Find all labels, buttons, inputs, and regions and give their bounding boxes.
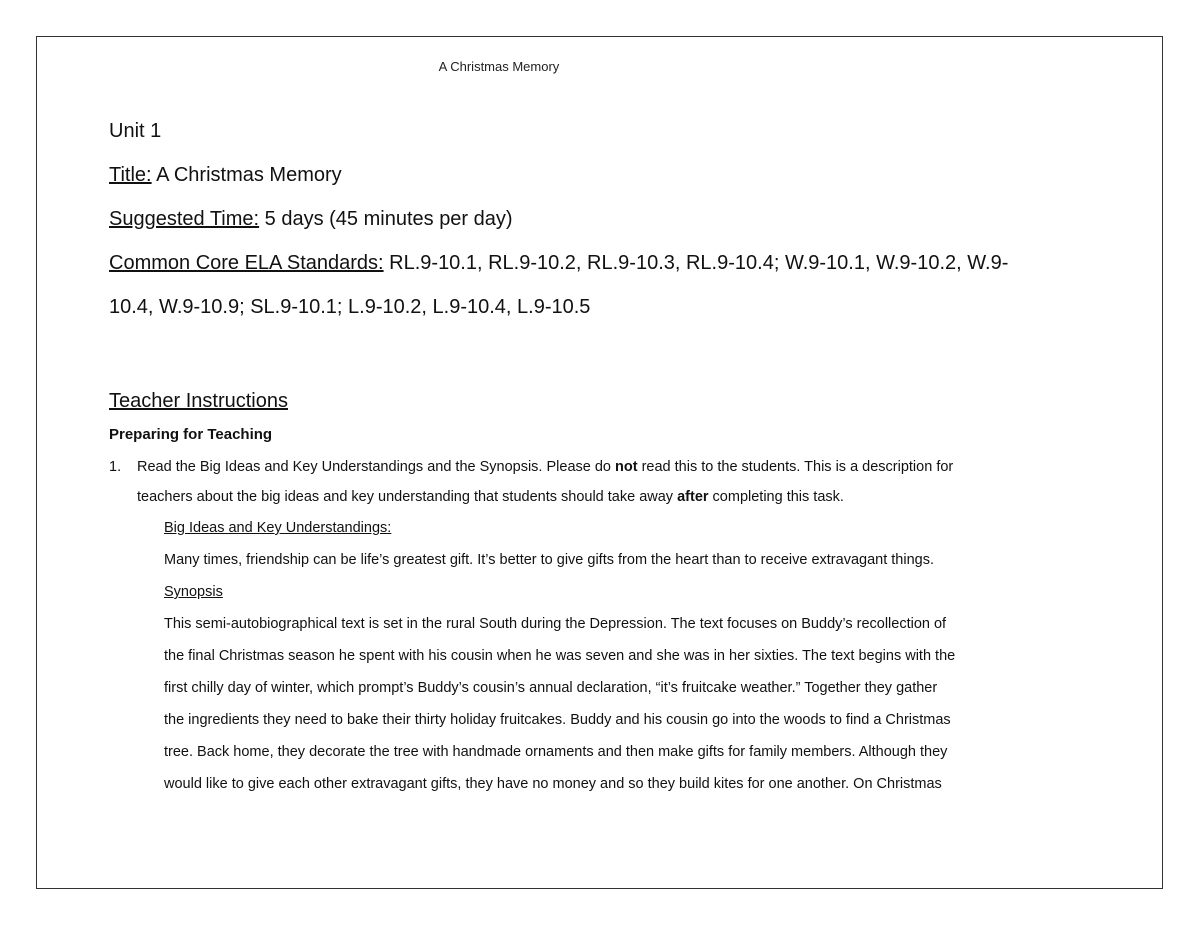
- emphasis-after: after: [677, 489, 709, 505]
- standards-value-1: RL.9-10.1, RL.9-10.2, RL.9-10.3, RL.9-10.4; W.9-10.1, W.9-10.2, W.9-: [389, 252, 1009, 274]
- big-ideas-text: Many times, friendship can be life’s greatest gift. It’s better to give gifts from the heart than to receive extravagant things.: [164, 552, 934, 568]
- text-run: completing this task.: [708, 489, 844, 505]
- synopsis-line: This semi-autobiographical text is set in the rural South during the Depression. The text focuses on Buddy’s recollection of: [164, 616, 947, 632]
- document-page: [36, 36, 1163, 889]
- list-number: 1.: [109, 459, 122, 475]
- standards-label: Common Core ELA Standards:: [109, 252, 384, 274]
- synopsis-label: Synopsis: [164, 584, 223, 600]
- suggested-time-label: Suggested Time:: [109, 208, 260, 230]
- unit-label: Unit 1: [109, 120, 162, 142]
- emphasis-not: not: [615, 459, 638, 475]
- list-item-line-2: [137, 482, 1099, 512]
- text-run: read this to the students. This is a description for: [637, 459, 954, 475]
- preparing-for-teaching-heading: Preparing for Teaching: [109, 426, 273, 443]
- page-content: [109, 109, 1099, 800]
- text-run: Read the Big Ideas and Key Understandings and the Synopsis. Please do: [137, 459, 616, 475]
- standards-line: [109, 241, 1099, 285]
- synopsis-line: the final Christmas season he spent with his cousin when he was seven and she was in her sixties. The text begins with the: [164, 648, 956, 664]
- teacher-instructions-heading: Teacher Instructions: [109, 390, 288, 412]
- big-ideas-label: Big Ideas and Key Understandings:: [164, 520, 392, 536]
- synopsis-line: first chilly day of winter, which prompt’s Buddy’s cousin’s annual declaration, “it’s fruitcake weather.” Together they gather: [164, 680, 938, 696]
- title-label: Title:: [109, 164, 152, 186]
- title-value: A Christmas Memory: [156, 164, 342, 186]
- suggested-time-value: 5 days (45 minutes per day): [264, 208, 513, 230]
- list-item-line-1: [137, 452, 1099, 482]
- standards-value-2: 10.4, W.9-10.9; SL.9-10.1; L.9-10.2, L.9-10.4, L.9-10.5: [109, 296, 591, 318]
- running-header: A Christmas Memory: [438, 59, 560, 74]
- indented-block: [109, 512, 1099, 800]
- title-line: [109, 153, 1099, 197]
- text-run: teachers about the big ideas and key understanding that students should take away: [137, 489, 678, 505]
- synopsis-line: tree. Back home, they decorate the tree with handmade ornaments and then make gifts for family members. Although they: [164, 744, 948, 760]
- synopsis-line: would like to give each other extravagant gifts, they have no money and so they build kites for one another. On Christmas: [164, 776, 942, 792]
- list-item: [109, 452, 1099, 512]
- synopsis-line: the ingredients they need to bake their thirty holiday fruitcakes. Buddy and his cousin go into the woods to find a Christmas: [164, 712, 951, 728]
- suggested-time-line: [109, 197, 1099, 241]
